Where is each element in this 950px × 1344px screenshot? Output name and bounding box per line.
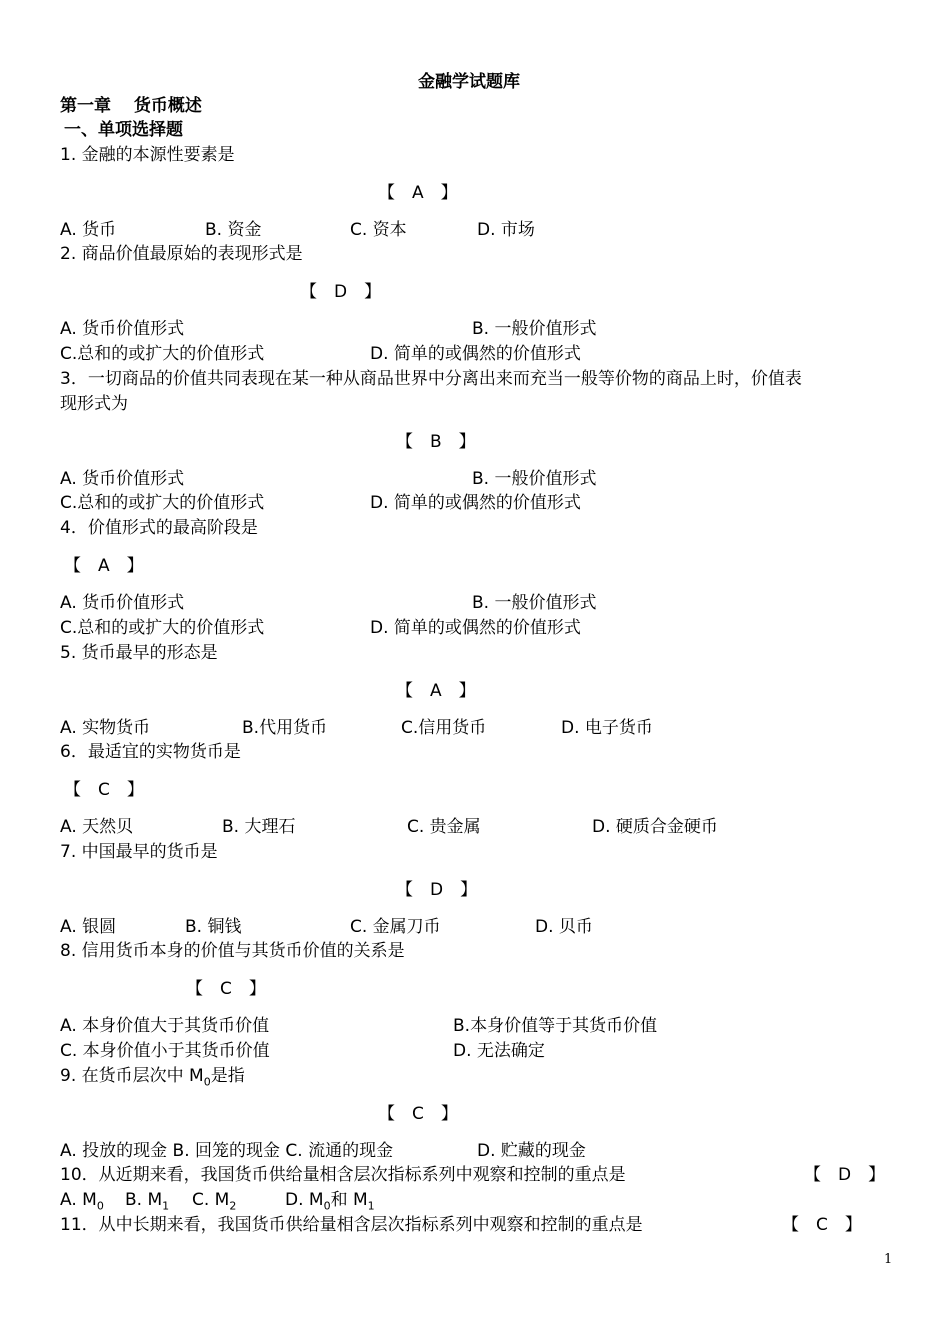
stem-text: 9. 在货币层次中 M (60, 1066, 204, 1086)
subscript: 0 (96, 1199, 104, 1213)
option-d: D. 简单的或偶然的价值形式 (370, 493, 581, 513)
option-c: C. 资本 (350, 220, 407, 240)
option-b: B.本身价值等于其货币价值 (453, 1016, 658, 1036)
option-a: A. 货币价值形式 (60, 319, 185, 339)
option-d: D. 简单的或偶然的价值形式 (370, 344, 581, 364)
question-stem: 11．从中长期来看，我国货币供给量相含层次指标系列中观察和控制的重点是 (60, 1215, 643, 1235)
answer-bracket: 【 D 】 (300, 282, 382, 302)
answer-bracket: 【 C 】 (782, 1215, 862, 1235)
subscript: 2 (229, 1199, 237, 1213)
option-a: A. 实物货币 (60, 718, 151, 738)
option-d: D. 简单的或偶然的价值形式 (370, 618, 581, 638)
answer-bracket: 【 B 】 (396, 432, 476, 452)
option-d: D. 硬质合金硬币 (592, 817, 718, 837)
option-b: B. 一般价值形式 (472, 593, 597, 613)
question-stem: 6．最适宜的实物货币是 (60, 742, 241, 762)
answer-bracket: 【 C 】 (64, 780, 144, 800)
option-text: 和 M (330, 1190, 368, 1210)
section-heading: 一、单项选择题 (64, 120, 183, 140)
answer-bracket: 【 D 】 (396, 880, 478, 900)
option-b: B. 大理石 (222, 817, 296, 837)
option-d: D. 无法确定 (453, 1041, 545, 1061)
question-stem: 5. 货币最早的形态是 (60, 643, 218, 663)
chapter-heading: 第一章 货币概述 (60, 96, 202, 116)
answer-bracket: 【 C 】 (186, 979, 266, 999)
option-text: B. M (125, 1190, 163, 1210)
answer-bracket: 【 A 】 (378, 183, 458, 203)
option-b: B. 一般价值形式 (472, 319, 597, 339)
option-a: A. 货币 (60, 220, 117, 240)
subscript: 1 (367, 1199, 375, 1213)
question-stem: 4．价值形式的最高阶段是 (60, 518, 258, 538)
answer-bracket: 【 D 】 (804, 1165, 886, 1185)
question-stem-continued: 现形式为 (60, 394, 128, 414)
option-c: C.总和的或扩大的价值形式 (60, 618, 265, 638)
option-a: A. 天然贝 (60, 817, 134, 837)
option-a: A. 货币价值形式 (60, 469, 185, 489)
option-text: A. M (60, 1190, 97, 1210)
option-b: B. 铜钱 (185, 917, 242, 937)
options-abc: A. 投放的现金 B. 回笼的现金 C. 流通的现金 (60, 1141, 394, 1161)
question-stem: 7. 中国最早的货币是 (60, 842, 218, 862)
page-number: 1 (884, 1252, 893, 1267)
question-stem: 10．从近期来看，我国货币供给量相含层次指标系列中观察和控制的重点是 (60, 1165, 626, 1185)
option-text: C. M (192, 1190, 230, 1210)
subscript: 0 (203, 1075, 211, 1089)
subscript: 0 (323, 1199, 331, 1213)
option-b: B. 资金 (205, 220, 262, 240)
option-c: C.总和的或扩大的价值形式 (60, 493, 265, 513)
question-stem: 1. 金融的本源性要素是 (60, 145, 235, 165)
doc-title: 金融学试题库 (418, 72, 520, 92)
answer-bracket: 【 A 】 (64, 556, 144, 576)
option-c: C.信用货币 (401, 718, 487, 738)
subscript: 1 (162, 1199, 170, 1213)
question-stem: 8. 信用货币本身的价值与其货币价值的关系是 (60, 941, 405, 961)
option-c: C. 金属刀币 (350, 917, 441, 937)
option-b: B. 一般价值形式 (472, 469, 597, 489)
option-d: D. 市场 (477, 220, 535, 240)
option-c: C. 贵金属 (407, 817, 481, 837)
option-a: A. 本身价值大于其货币价值 (60, 1016, 270, 1036)
option-b: B.代用货币 (242, 718, 328, 738)
question-stem (60, 1064, 245, 1094)
question-stem: 2. 商品价值最原始的表现形式是 (60, 244, 303, 264)
option-d: D. 贝币 (535, 917, 593, 937)
answer-bracket: 【 C 】 (378, 1104, 458, 1124)
answer-bracket: 【 A 】 (396, 681, 476, 701)
option-a: A. 银圆 (60, 917, 117, 937)
option-c: C. 本身价值小于其货币价值 (60, 1041, 270, 1061)
option-text: D. M (285, 1190, 324, 1210)
stem-text: 是指 (210, 1066, 245, 1086)
option-a: A. 货币价值形式 (60, 593, 185, 613)
question-stem: 3．一切商品的价值共同表现在某一种从商品世界中分离出来而充当一般等价物的商品上时，价值表 (60, 369, 802, 389)
option-d: D. 电子货币 (561, 718, 653, 738)
option-c: C.总和的或扩大的价值形式 (60, 344, 265, 364)
option-d: D. 贮藏的现金 (477, 1141, 586, 1161)
